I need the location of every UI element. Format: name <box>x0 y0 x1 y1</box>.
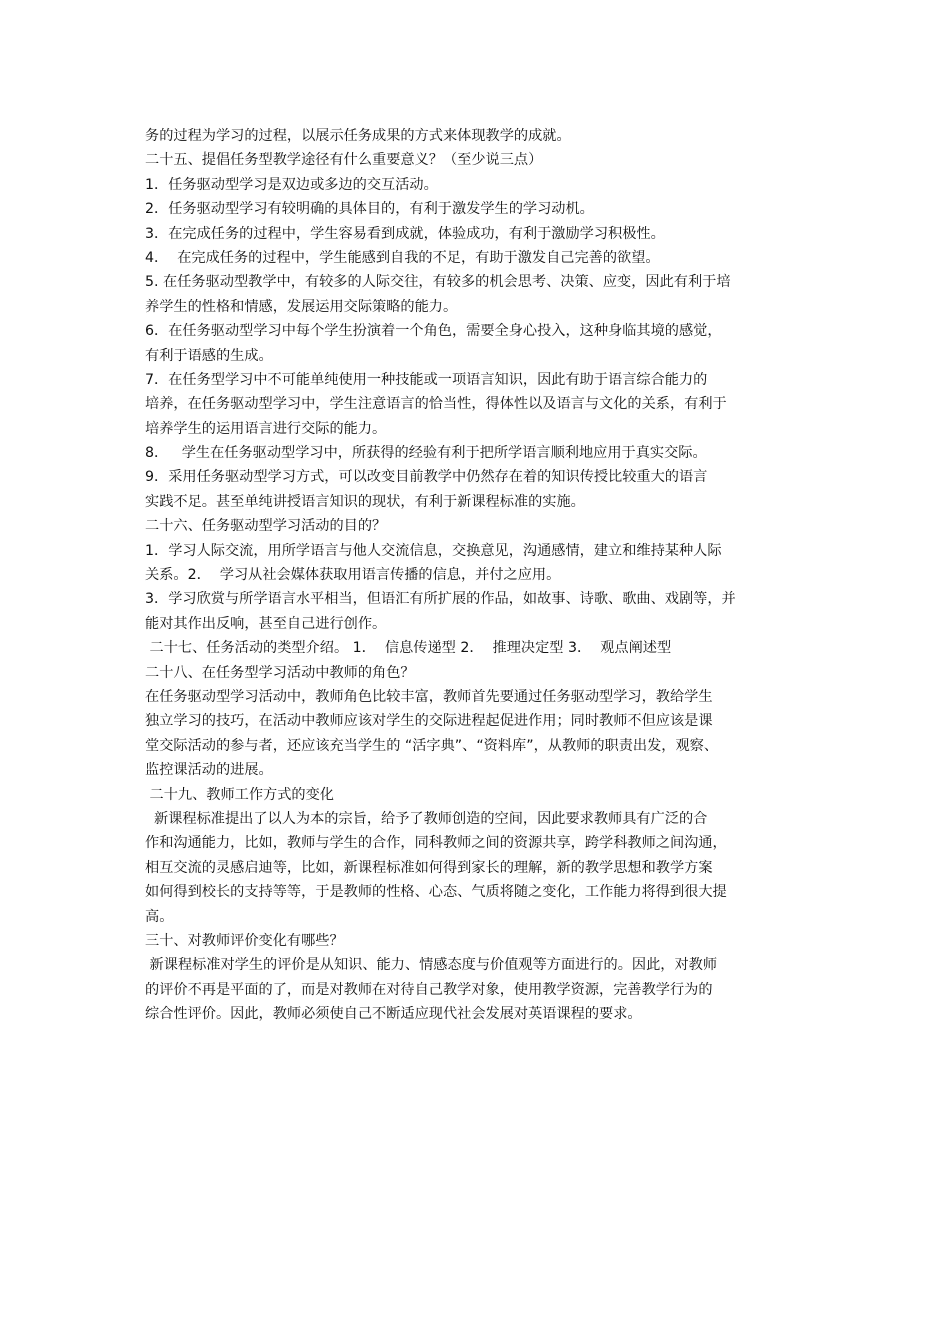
list-item: 1．学习人际交流，用所学语言与他人交流信息，交换意见，沟通感情，建立和维持某种人际 <box>145 542 722 559</box>
list-item: 4． 在完成任务的过程中，学生能感到自我的不足，有助于激发自己完善的欲望。 <box>145 249 660 266</box>
text-line: 综合性评价。因此，教师必须使自己不断适应现代社会发展对英语课程的要求。 <box>145 1006 642 1023</box>
text-line: 有利于语感的生成。 <box>145 347 273 364</box>
text-line: 的评价不再是平面的了，而是对教师在对待自己教学对象，使用教学资源，完善教学行为的 <box>145 981 713 998</box>
section-heading: 二十六、任务驱动型学习活动的目的？ <box>145 518 387 535</box>
list-item: 3．学习欣赏与所学语言水平相当，但语汇有所扩展的作品，如故事、诗歌、歌曲、戏剧等，并 <box>145 591 736 608</box>
section-heading: 二十五、提倡任务型教学途径有什么重要意义？（至少说三点） <box>145 152 543 169</box>
list-item: 7．在任务型学习中不可能单纯使用一种技能或一项语言知识，因此有助于语言综合能力的 <box>145 371 708 388</box>
section-heading: 二十八、在任务型学习活动中教师的角色？ <box>145 664 415 681</box>
text-line: 作和沟通能力，比如，教师与学生的合作，同科教师之间的资源共享，跨学科教师之间沟通， <box>145 835 727 852</box>
text-line: 实践不足。甚至单纯讲授语言知识的现状，有利于新课程标准的实施。 <box>145 493 585 510</box>
text-line: 关系。2． 学习从社会媒体获取用语言传播的信息，并付之应用。 <box>145 567 561 584</box>
text-line: 新课程标准提出了以人为本的宗旨，给予了教师创造的空间，因此要求教师具有广泛的合 <box>145 810 708 827</box>
text-line: 堂交际活动的参与者，还应该充当学生的 “活字典”、“资料库”，从教师的职责出发，观察、 <box>145 737 719 754</box>
list-item: 8． 学生在任务驱动型学习中，所获得的经验有利于把所学语言顺利地应用于真实交际。 <box>145 445 707 462</box>
document-page <box>145 124 810 1026</box>
section-heading: 二十九、教师工作方式的变化 <box>145 786 334 803</box>
text-line: 在任务驱动型学习活动中，教师角色比较丰富，教师首先要通过任务驱动型学习，教给学生 <box>145 688 713 705</box>
list-item: 1．任务驱动型学习是双边或多边的交互活动。 <box>145 176 438 193</box>
text-line: 独立学习的技巧，在活动中教师应该对学生的交际进程起促进作用；同时教师不但应该是课 <box>145 713 713 730</box>
text-line: 相互交流的灵感启迪等，比如，新课程标准如何得到家长的理解，新的教学思想和教学方案 <box>145 859 713 876</box>
text-line: 高。 <box>145 908 174 925</box>
text-line: 养学生的性格和情感，发展运用交际策略的能力。 <box>145 298 458 315</box>
list-item: 2．任务驱动型学习有较明确的具体目的，有利于激发学生的学习动机。 <box>145 201 594 218</box>
text-line: 监控课活动的进展。 <box>145 762 273 779</box>
text-line: 如何得到校长的支持等等，于是教师的性格、心态、气质将随之变化，工作能力将得到很大提 <box>145 884 727 901</box>
text-line: 能对其作出反响，甚至自己进行创作。 <box>145 615 387 632</box>
text-line: 务的过程为学习的过程，以展示任务成果的方式来体现教学的成就。 <box>145 128 571 144</box>
section-heading: 二十七、任务活动的类型介绍。 1． 信息传递型 2． 推理决定型 3． 观点阐述型 <box>145 640 672 657</box>
list-item: 3．在完成任务的过程中，学生容易看到成就，体验成功，有利于激励学习积极性。 <box>145 225 665 242</box>
list-item: 9．采用任务驱动型学习方式，可以改变目前教学中仍然存在着的知识传授比较重大的语言 <box>145 469 708 486</box>
text-line: 新课程标准对学生的评价是从知识、能力、情感态度与价值观等方面进行的。因此，对教师 <box>145 957 718 974</box>
list-item: 6．在任务驱动型学习中每个学生扮演着一个角色，需要全身心投入，这种身临其境的感觉， <box>145 323 722 340</box>
section-heading: 三十、对教师评价变化有哪些？ <box>145 932 344 949</box>
text-line: 培养学生的运用语言进行交际的能力。 <box>145 420 387 437</box>
list-item: 5. 在任务驱动型教学中，有较多的人际交往，有较多的机会思考、决策、应变，因此有利于培 <box>145 274 731 291</box>
text-line: 培养，在任务驱动型学习中，学生注意语言的恰当性，得体性以及语言与文化的关系，有利于 <box>145 396 727 413</box>
